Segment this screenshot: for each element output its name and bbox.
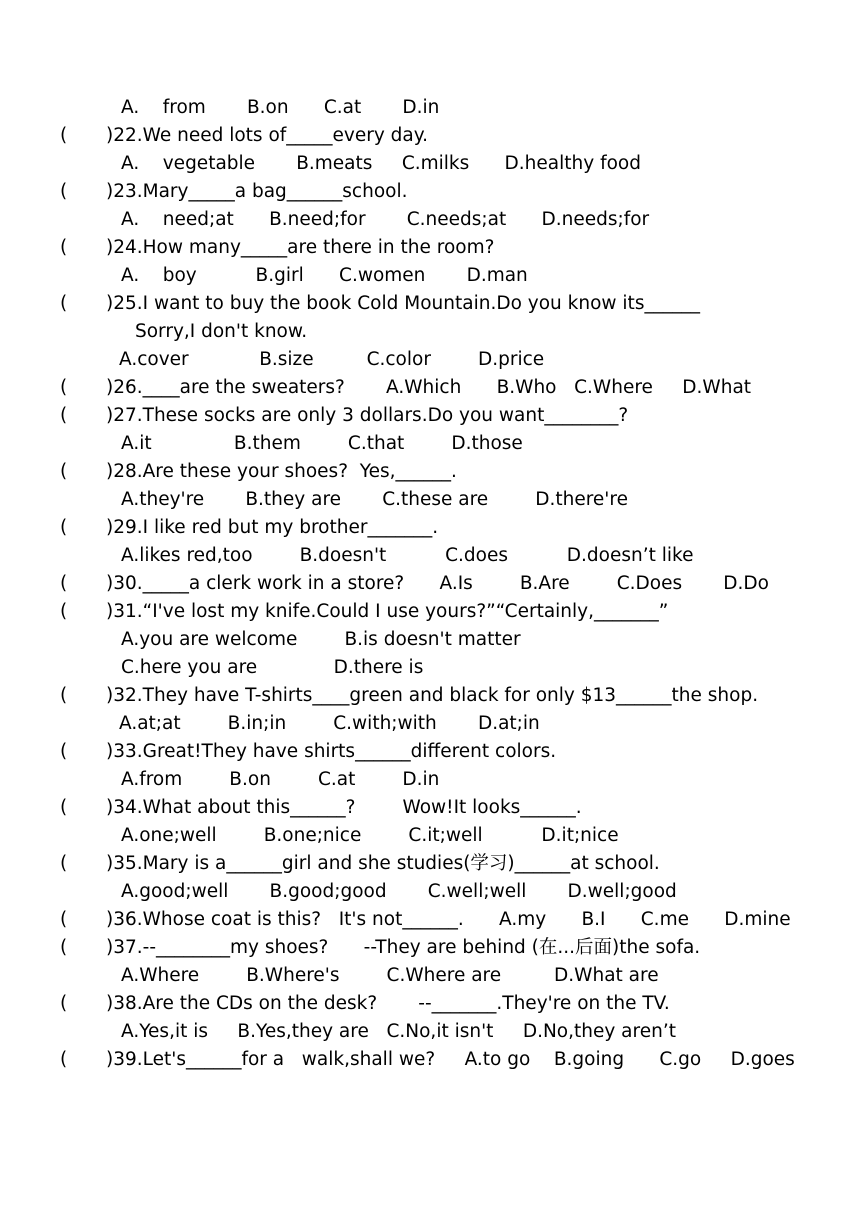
answer-blank-paren: ( <box>60 517 68 538</box>
answer-blank-paren: ( <box>60 1049 68 1070</box>
option-line: Sorry,I don't know. <box>135 321 308 342</box>
question-line: )32.They have T-shirts____green and black for only $13______the shop. <box>106 685 759 706</box>
answer-blank-paren: ( <box>60 685 68 706</box>
option-line: A.it B.them C.that D.those <box>121 433 523 454</box>
question-line: )34.What about this______? Wow!It looks______. <box>106 797 582 818</box>
answer-blank-paren: ( <box>60 853 68 874</box>
option-line: A.cover B.size C.color D.price <box>119 349 545 370</box>
option-line: A. boy B.girl C.women D.man <box>121 265 528 286</box>
answer-blank-paren: ( <box>60 601 68 622</box>
option-line: A. vegetable B.meats C.milks D.healthy food <box>121 153 641 174</box>
question-line: )26.____are the sweaters? A.Which B.Who C.Where D.What <box>106 377 752 398</box>
question-line: )28.Are these your shoes? Yes,______. <box>106 461 457 482</box>
option-line: A.you are welcome B.is doesn't matter <box>121 629 521 650</box>
answer-blank-paren: ( <box>60 125 68 146</box>
answer-blank-paren: ( <box>60 237 68 258</box>
option-line: A.Yes,it is B.Yes,they are C.No,it isn't D.No,they aren’t <box>121 1021 676 1042</box>
answer-blank-paren: ( <box>60 461 68 482</box>
option-line: A.good;well B.good;good C.well;well D.well;good <box>121 881 677 902</box>
question-line: )27.These socks are only 3 dollars.Do you want________? <box>106 405 629 426</box>
question-line: )39.Let's______for a walk,shall we? A.to go B.going C.go D.goes <box>106 1049 795 1070</box>
question-line: )36.Whose coat is this? It's not______. A.my B.I C.me D.mine <box>106 909 791 930</box>
answer-blank-paren: ( <box>60 405 68 426</box>
answer-blank-paren: ( <box>60 741 68 762</box>
question-line: )37.--________my shoes? --They are behind (在...后面)the sofa. <box>106 937 701 958</box>
option-line: A. from B.on C.at D.in <box>121 97 440 118</box>
question-line: )38.Are the CDs on the desk? --_______.They're on the TV. <box>106 993 670 1014</box>
question-line: )29.I like red but my brother_______. <box>106 517 439 538</box>
question-line: )30._____a clerk work in a store? A.Is B.Are C.Does D.Do <box>106 573 769 594</box>
option-line: A.likes red,too B.doesn't C.does D.doesn’t like <box>121 545 694 566</box>
option-line: A. need;at B.need;for C.needs;at D.needs;for <box>121 209 650 230</box>
answer-blank-paren: ( <box>60 573 68 594</box>
answer-blank-paren: ( <box>60 293 68 314</box>
answer-blank-paren: ( <box>60 909 68 930</box>
option-line: A.at;at B.in;in C.with;with D.at;in <box>119 713 540 734</box>
answer-blank-paren: ( <box>60 993 68 1014</box>
question-line: )33.Great!They have shirts______different colors. <box>106 741 557 762</box>
option-line: A.Where B.Where's C.Where are D.What are <box>121 965 659 986</box>
answer-blank-paren: ( <box>60 937 68 958</box>
option-line: C.here you are D.there is <box>121 657 424 678</box>
option-line: A.they're B.they are C.these are D.there're <box>121 489 628 510</box>
option-line: A.one;well B.one;nice C.it;well D.it;nice <box>121 825 619 846</box>
answer-blank-paren: ( <box>60 797 68 818</box>
option-line: A.from B.on C.at D.in <box>121 769 440 790</box>
question-line: )25.I want to buy the book Cold Mountain.Do you know its______ <box>106 293 700 314</box>
answer-blank-paren: ( <box>60 377 68 398</box>
question-line: )31.“I've lost my knife.Could I use yours?”“Certainly,_______” <box>106 601 669 622</box>
question-line: )23.Mary_____a bag______school. <box>106 181 408 202</box>
question-line: )22.We need lots of_____every day. <box>106 125 428 146</box>
question-line: )24.How many_____are there in the room? <box>106 237 495 258</box>
answer-blank-paren: ( <box>60 181 68 202</box>
question-line: )35.Mary is a______girl and she studies(学习)______at school. <box>106 853 660 874</box>
